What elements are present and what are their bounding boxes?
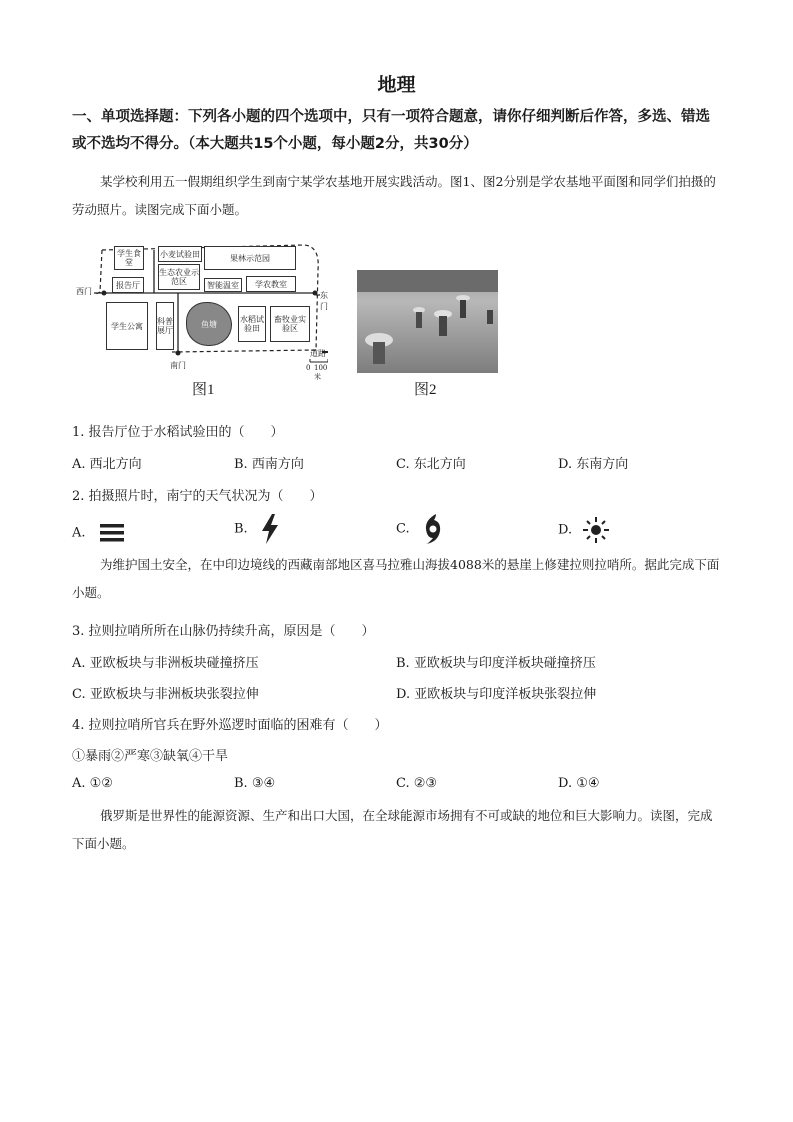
question-1-stem: 1. 报告厅位于水稻试验田的（ ） bbox=[72, 425, 284, 440]
area-canteen: 学生食堂 bbox=[114, 246, 144, 270]
q3-option-d[interactable]: D. 亚欧板块与印度洋板块张裂拉伸 bbox=[396, 687, 597, 702]
question-4-items: ①暴雨②严寒③缺氧④干旱 bbox=[72, 749, 229, 764]
q1-option-b[interactable]: B. 西南方向 bbox=[234, 457, 304, 472]
area-orchard: 果林示范园 bbox=[204, 246, 296, 270]
q3-option-b[interactable]: B. 亚欧板块与印度洋板块碰撞挤压 bbox=[396, 656, 596, 671]
road-legend-label: 道路 bbox=[310, 349, 326, 358]
sun-icon bbox=[582, 516, 610, 544]
q1-option-d[interactable]: D. 东南方向 bbox=[558, 457, 629, 472]
area-classroom: 学农教室 bbox=[246, 276, 296, 292]
area-eco-farm: 生态农业示范区 bbox=[158, 264, 200, 290]
area-livestock: 畜牧业实验区 bbox=[270, 306, 310, 342]
q1-option-a[interactable]: A. 西北方向 bbox=[72, 457, 142, 472]
intro-paragraph-1: 某学校利用五一假期组织学生到南宁某学农基地开展实践活动。图1、图2分别是学农基地平面图和同学们拍摄的劳动照片。读图完成下面小题。 bbox=[72, 174, 716, 217]
q2-option-b[interactable] bbox=[234, 514, 280, 544]
farm-work-photo bbox=[357, 270, 498, 373]
area-dormitory: 学生公寓 bbox=[106, 302, 148, 350]
q2-option-b-letter: B. bbox=[234, 521, 248, 537]
area-science-hall: 科普展厅 bbox=[156, 302, 174, 350]
page-title: 地理 bbox=[377, 74, 416, 96]
area-smart-greenhouse: 智能温室 bbox=[204, 278, 242, 292]
q4-option-d[interactable]: D. ①④ bbox=[558, 776, 600, 791]
typhoon-icon bbox=[422, 514, 444, 544]
q2-option-a[interactable] bbox=[72, 522, 126, 544]
area-fish-pond: 鱼塘 bbox=[186, 302, 232, 346]
q3-option-a[interactable]: A. 亚欧板块与非洲板块碰撞挤压 bbox=[72, 656, 259, 671]
q2-option-d[interactable] bbox=[558, 516, 610, 544]
scale-value: 100米 bbox=[314, 364, 328, 381]
scale-zero: 0 bbox=[306, 364, 311, 372]
south-gate-label: 南门 bbox=[170, 361, 186, 370]
lightning-icon bbox=[260, 514, 280, 544]
intro-paragraph-3: 俄罗斯是世界性的能源资源、生产和出口大国，在全球能源市场拥有不可或缺的地位和巨大影响力。读图，完成下面小题。 bbox=[72, 808, 713, 851]
q3-option-c[interactable]: C. 亚欧板块与非洲板块张裂拉伸 bbox=[72, 687, 259, 702]
q1-option-c[interactable]: C. 东北方向 bbox=[396, 457, 466, 472]
question-3-stem: 3. 拉则拉哨所所在山脉仍持续升高，原因是（ ） bbox=[72, 624, 375, 639]
q2-option-c[interactable] bbox=[396, 514, 444, 544]
q4-option-b[interactable]: B. ③④ bbox=[234, 776, 276, 791]
q4-option-c[interactable]: C. ②③ bbox=[396, 776, 438, 791]
q2-option-d-letter: D. bbox=[558, 522, 573, 538]
question-2-stem: 2. 拍摄照片时，南宁的天气状况为（ ） bbox=[72, 489, 323, 504]
figure2-label: 图2 bbox=[414, 382, 437, 398]
intro-paragraph-2: 为维护国土安全，在中印边境线的西藏南部地区喜马拉雅山海拔4088米的悬崖上修建拉则拉哨所。据此完成下面小题。 bbox=[72, 557, 720, 600]
figure1-label: 图1 bbox=[192, 382, 215, 398]
question-4-stem: 4. 拉则拉哨所官兵在野外巡逻时面临的困难有（ ） bbox=[72, 718, 388, 733]
area-wheat-field: 小麦试验田 bbox=[158, 246, 202, 262]
figure1-map bbox=[76, 240, 328, 381]
west-gate-label: 西门 bbox=[76, 287, 92, 296]
area-report-hall: 报告厅 bbox=[112, 277, 144, 293]
east-gate-label: 东门 bbox=[320, 291, 328, 311]
fog-icon bbox=[100, 522, 126, 544]
q2-option-a-letter: A. bbox=[72, 525, 86, 541]
q2-option-c-letter: C. bbox=[396, 521, 410, 537]
section-heading: 一、单项选择题：下列各小题的四个选项中，只有一项符合题意，请你仔细判断后作答，多选、错选或不选均不得分。（本大题共15个小题，每小题2分，共30分） bbox=[72, 109, 710, 152]
figure2-photo bbox=[357, 270, 498, 373]
q4-option-a[interactable]: A. ①② bbox=[72, 776, 113, 791]
area-rice-field: 水稻试验田 bbox=[238, 306, 266, 342]
